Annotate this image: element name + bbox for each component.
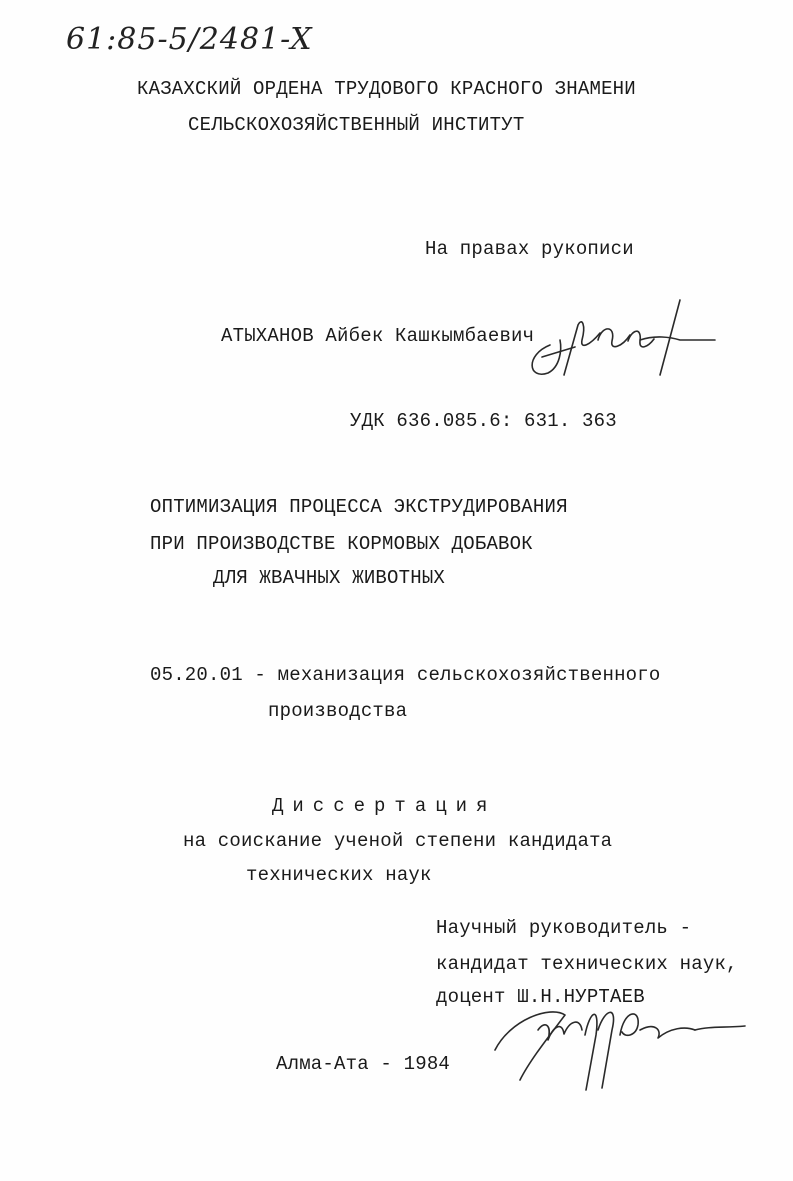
supervisor-line-3: доцент Ш.Н.НУРТАЕВ bbox=[436, 986, 645, 1008]
institute-name-line-2: СЕЛЬСКОХОЗЯЙСТВЕННЫЙ ИНСТИТУТ bbox=[188, 114, 525, 136]
dissertation-label: Диссертация bbox=[272, 795, 497, 817]
specialty-code-line-2: производства bbox=[268, 700, 408, 722]
degree-line-1: на соискание ученой степени кандидата bbox=[183, 830, 613, 852]
udc-code: УДК 636.085.6: 631. 363 bbox=[350, 410, 617, 432]
title-line-3: ДЛЯ ЖВАЧНЫХ ЖИВОТНЫХ bbox=[213, 567, 446, 589]
degree-line-2: технических наук bbox=[246, 864, 432, 886]
author-signature bbox=[520, 295, 720, 385]
title-line-2: ПРИ ПРОИЗВОДСТВЕ КОРМОВЫХ ДОБАВОК bbox=[150, 533, 533, 555]
author-name: АТЫХАНОВ Айбек Кашкымбаевич bbox=[221, 325, 535, 347]
institute-name-line-1: КАЗАХСКИЙ ОРДЕНА ТРУДОВОГО КРАСНОГО ЗНАМЕНИ bbox=[137, 78, 636, 100]
place-and-year: Алма-Ата - 1984 bbox=[276, 1053, 451, 1075]
handwritten-archive-number: 61:85-5/2481-X bbox=[66, 22, 313, 57]
specialty-code-line-1: 05.20.01 - механизация сельскохозяйственного bbox=[150, 664, 661, 686]
supervisor-line-2: кандидат технических наук, bbox=[436, 953, 738, 975]
supervisor-signature bbox=[490, 990, 750, 1100]
supervisor-line-1: Научный руководитель - bbox=[436, 917, 692, 939]
manuscript-rights-note: На правах рукописи bbox=[425, 238, 634, 260]
title-line-1: ОПТИМИЗАЦИЯ ПРОЦЕССА ЭКСТРУДИРОВАНИЯ bbox=[150, 496, 568, 518]
